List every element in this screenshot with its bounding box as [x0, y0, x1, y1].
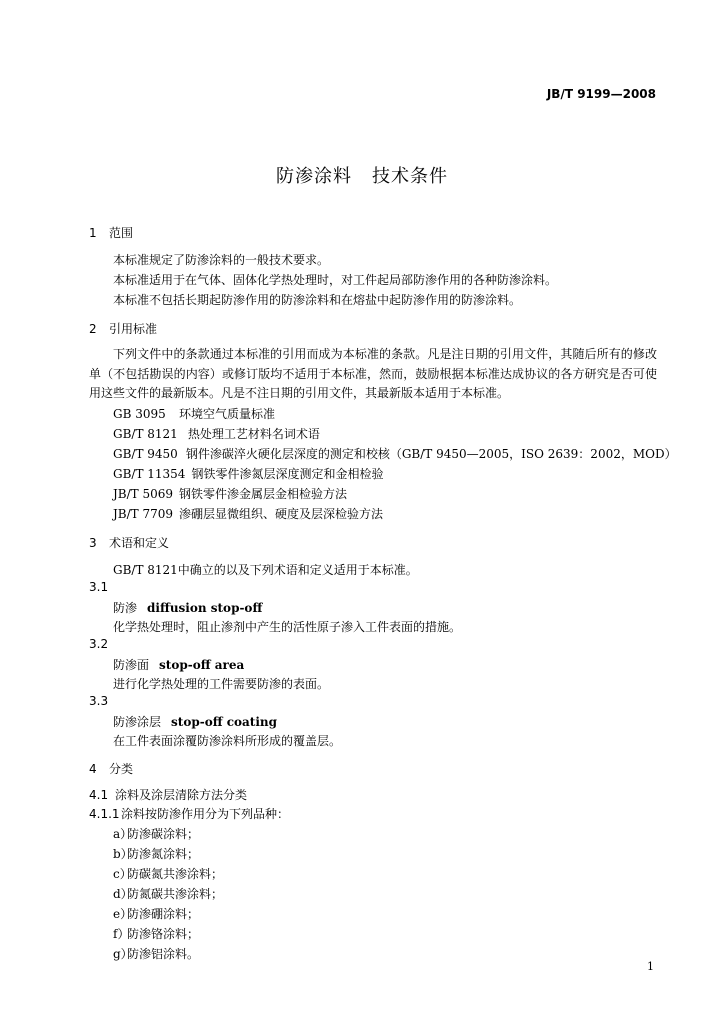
section-1-heading [89, 224, 133, 241]
page-number: 1 [647, 960, 654, 973]
term-en: stop-off coating [171, 715, 278, 729]
term-number: 3.2 [89, 637, 109, 651]
paragraph: 本标准规定了防渗涂料的一般技术要求。 [113, 253, 330, 267]
section-title: 分类 [109, 762, 134, 776]
paragraph: GB/T 8121中确立的以及下列术语和定义适用于本标准。 [113, 563, 418, 577]
list-item-mark: e） [113, 907, 133, 921]
reference-code: GB/T 11354 [113, 467, 186, 481]
reference-code: GB/T 8121 [113, 427, 178, 441]
section-title: 引用标准 [109, 322, 158, 336]
list-item-text: 防渗铝涂料。 [127, 947, 200, 961]
section-number: 4 [89, 762, 97, 776]
title-part1: 防渗涂料 [276, 166, 352, 187]
subsubsection-text: 涂料按防渗作用分为下列品种： [121, 807, 290, 821]
list-item [113, 865, 223, 882]
term-entry [113, 599, 262, 616]
reference-item [113, 445, 677, 462]
list-item-mark: b） [113, 847, 133, 861]
section-number: 2 [89, 322, 97, 336]
section-3-heading [89, 534, 169, 551]
subsection-title: 涂料及涂层清除方法分类 [115, 788, 248, 802]
list-item-text: 防氮碳共渗涂料； [127, 887, 224, 901]
subsubsection [89, 805, 289, 822]
term-zh: 防渗涂层 [113, 715, 162, 729]
section-title: 范围 [109, 226, 134, 240]
list-item [113, 925, 199, 942]
section-4-heading [89, 760, 133, 777]
term-entry [113, 656, 244, 673]
reference-title: 钢铁零件渗氮层深度测定和金相检验 [191, 467, 384, 481]
list-item-text: 防渗铬涂料； [127, 927, 200, 941]
reference-item [113, 405, 275, 422]
list-item-mark: g） [113, 947, 133, 961]
subsubsection-number: 4.1.1 [89, 807, 120, 821]
term-zh: 防渗 [113, 601, 138, 615]
list-item [113, 945, 199, 962]
list-item-text: 防渗碳涂料； [127, 827, 200, 841]
list-item-mark: c） [113, 867, 132, 881]
term-definition: 在工件表面涂覆防渗涂料所形成的覆盖层。 [113, 734, 342, 748]
list-item [113, 905, 199, 922]
subsection-heading [89, 786, 247, 803]
term-en: stop-off area [159, 658, 245, 672]
term-entry [113, 713, 277, 730]
reference-item [113, 465, 383, 482]
list-item-mark: a） [113, 827, 133, 841]
reference-title: 环境空气质量标准 [179, 407, 276, 421]
term-zh: 防渗面 [113, 658, 150, 672]
paragraph-references-intro: 下列文件中的条款通过本标准的引用而成为本标准的条款。凡是注日期的引用文件，其随后所有的修改单（不包括勘误的内容）或修订版均不适用于本标准，然而，鼓励根据本标准达成协议的各方研究是否可使用这些文件的最新版本。凡是不注日期的引用文件，其最新版本适用于本标准。 [89, 347, 657, 400]
reference-code: GB 3095 [113, 407, 166, 421]
term-definition: 化学热处理时，阻止渗剂中产生的活性原子渗入工件表面的措施。 [113, 620, 462, 634]
section-2-heading [89, 320, 157, 337]
subsection-number: 4.1 [89, 788, 109, 802]
paragraph: 本标准不包括长期起防渗作用的防渗涂料和在熔盐中起防渗作用的防渗涂料。 [113, 293, 522, 307]
reference-title: 钢件渗碳淬火硬化层深度的测定和校核（GB/T 9450—2005，ISO 2639：2002，MOD） [185, 447, 677, 461]
paragraph: 本标准适用于在气体、固体化学热处理时，对工件起局部防渗作用的各种防渗涂料。 [113, 273, 558, 287]
list-item [113, 825, 199, 842]
list-item-mark: d） [113, 887, 133, 901]
page-title [0, 162, 724, 188]
list-item-text: 防碳氮共渗涂料； [127, 867, 224, 881]
term-en: diffusion stop-off [147, 601, 263, 615]
list-item [113, 845, 199, 862]
term-number: 3.3 [89, 694, 109, 708]
section-number: 1 [89, 226, 97, 240]
reference-title: 热处理工艺材料名词术语 [187, 427, 320, 441]
standard-number: JB/T 9199—2008 [546, 87, 656, 101]
list-item [113, 885, 223, 902]
reference-code: JB/T 7709 [113, 507, 174, 521]
title-part2: 技术条件 [372, 166, 448, 187]
list-item-text: 防渗硼涂料； [127, 907, 200, 921]
list-item-text: 防渗氮涂料； [127, 847, 200, 861]
section-title: 术语和定义 [109, 536, 170, 550]
term-number: 3.1 [89, 580, 109, 594]
section-number: 3 [89, 536, 97, 550]
list-item-mark: f） [113, 927, 130, 941]
reference-code: GB/T 9450 [113, 447, 178, 461]
reference-item [113, 505, 383, 522]
reference-item [113, 485, 347, 502]
reference-item [113, 425, 320, 442]
reference-title: 渗硼层显微组织、硬度及层深检验方法 [179, 507, 384, 521]
term-definition: 进行化学热处理的工件需要防渗的表面。 [113, 677, 330, 691]
reference-title: 钢铁零件渗金属层金相检验方法 [179, 487, 348, 501]
reference-code: JB/T 5069 [113, 487, 174, 501]
